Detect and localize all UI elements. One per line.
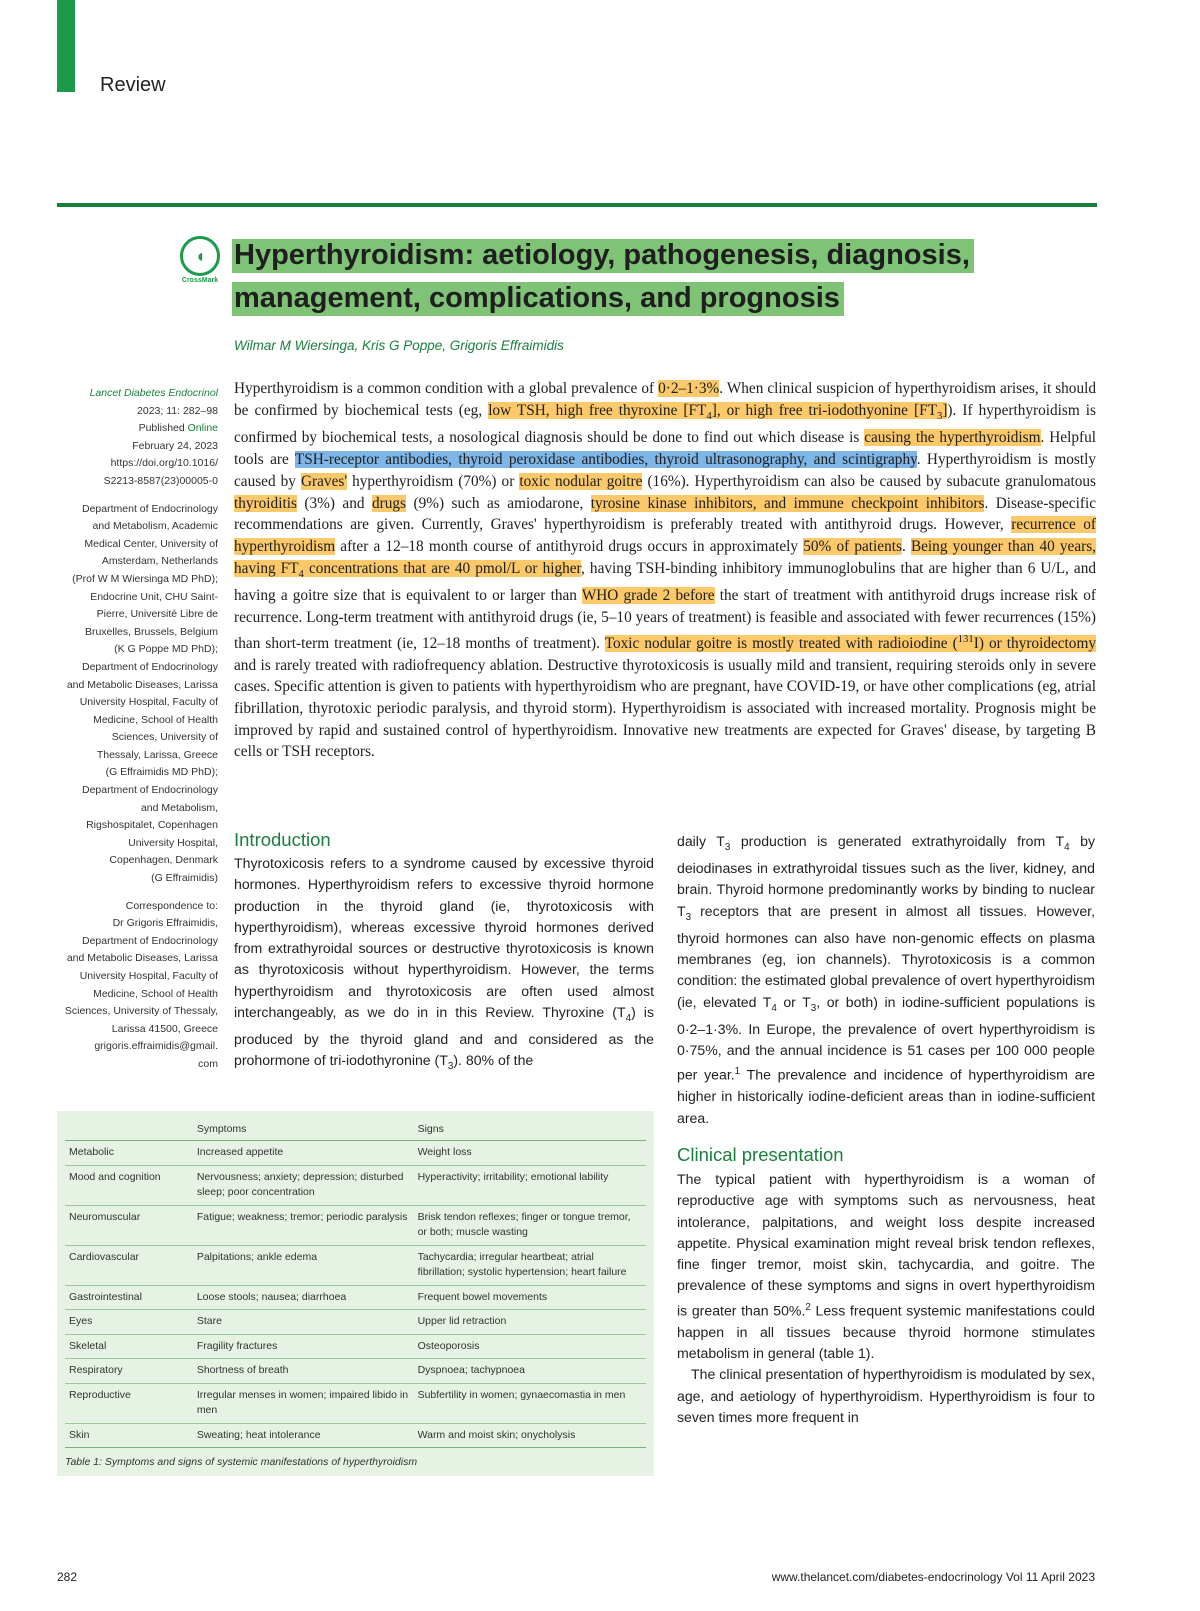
crossmark-icon[interactable]: ◖ CrossMark (178, 236, 222, 288)
table-cell: Eyes (65, 1310, 193, 1335)
section-color-bar (57, 0, 75, 92)
article-title (232, 234, 1032, 320)
correspondence-line: Larissa 41500, Greece (111, 1022, 218, 1035)
highlight-treatment: Toxic nodular goitre is mostly treated with radioiodine ($^{131}$I) or thyroidectomy (604, 632, 1097, 652)
correspondence-line: and Metabolic Diseases, Larissa (66, 952, 218, 965)
table-cell: Upper lid retraction (414, 1310, 646, 1335)
table-cell: Subfertility in women; gynaecomastia in men (414, 1383, 646, 1423)
correspondence-line: University Hospital, Faculty of (79, 970, 218, 982)
correspondence-line: Correspondence to: (125, 899, 218, 912)
table-cell: Brisk tendon reflexes; finger or tongue tremor, or both; muscle wasting (414, 1205, 646, 1245)
crossmark-label: CrossMark (181, 277, 219, 284)
clinical-presentation-heading: Clinical presentation (677, 1143, 844, 1165)
footer-journal[interactable]: www.thelancet.com/diabetes-endocrinology Vol 11 April 2023 (771, 1570, 1095, 1584)
table-row (65, 1141, 646, 1166)
affiliation-line: Medical Center, University of (84, 537, 218, 550)
table-cell: Shortness of breath (193, 1359, 414, 1384)
table-cell: Frequent bowel movements (414, 1285, 646, 1310)
table-header-row (65, 1119, 646, 1141)
table-cell: Cardiovascular (65, 1245, 193, 1285)
table-header-cell (65, 1119, 193, 1141)
highlight-inhibitors: tyrosine kinase inhibitors, and immune checkpoint inhibitors (590, 494, 985, 512)
affiliation-line: Sciences, University of (111, 731, 218, 744)
highlight-cause: causing the hyperthyroidism (864, 429, 1041, 447)
body-column-2 (677, 831, 1095, 1428)
citation: 2023; 11: 282–98 (137, 404, 218, 417)
affiliation-line: Medicine, School of Health (93, 713, 218, 726)
highlight-thyroiditis: thyroiditis (234, 494, 297, 512)
journal-name: Lancet Diabetes Endocrinol (89, 387, 218, 399)
affiliation-line: Amsterdam, Netherlands (101, 555, 218, 568)
table-cell: Hyperactivity; irritability; emotional lability (414, 1165, 646, 1205)
table-row (65, 1334, 646, 1359)
introduction-paragraph-1: Thyrotoxicosis refers to a syndrome caused by excessive thyroid hormones. Hyperthyroidism refers to excessive thyroid hormone production in the thyroid gland (ie, thyrotoxicosis with hyperthyroidism), whereas excessive thyroid hormones derived from extrathyroidal sources or destructive thyrotoxicosis is known as thyrotoxicosis without hyperthyroidism. However, the terms hyperthyroidism and thyrotoxicosis are often used almost interchangeably, as we do in in this Review. Thyroxine $(T_4)$ is produced by the thyroid gland and and considered as the prohormone of tri-iodothyronine $(T_3)$. 80% of the (234, 855, 654, 1073)
affiliation-line: and Metabolism, (140, 801, 218, 814)
affiliation-line: (K G Poppe MD PhD); (114, 643, 218, 656)
affiliation-line: Department of Endocrinology (82, 784, 218, 797)
affiliations (58, 501, 218, 888)
table-cell: Gastrointestinal (65, 1285, 193, 1310)
table-cell: Neuromuscular (65, 1205, 193, 1245)
abstract: Hyperthyroidism is a common condition with a global prevalence of 0·2–1·3%. When clinical suspicion of hyperthyroidism arises, it should be confirmed by biochemical tests (eg, low TSH, high free thyroxine $[FT_4]$, or high free tri-iodothyonine $[FT_3]$). If hyperthyroidism is confirmed by biochemical tests, a nosological diagnosis should be done to find out which disease is causing the hyperthyroidism. Helpful tools are TSH-receptor antibodies, thyroid peroxidase antibodies, thyroid ultrasonography, and scintigraphy. Hyperthyroidism is mostly caused by Graves' hyperthyroidism (70%) or toxic nodular goitre (16%). Hyperthyroidism can also be caused by subacute granulomatous thyroiditis (3%) and drugs (9%) such as amiodarone, tyrosine kinase inhibitors, and immune checkpoint inhibitors. Disease-specific recommendations are given. Currently, Graves' hyperthyroidism is preferably treated with antithyroid drugs. However, recurrence of hyperthyroidism after a 12–18 month course of antithyroid drugs occurs in approximately 50% of patients. Being younger than 40 years, having $FT_4$ concentrations that are 40 pmol/L or higher, having TSH-binding inhibitory immunoglobulins that are higher than 6 U/L, and having a goitre size that is equivalent to or larger than WHO grade 2 before the start of treatment with antithyroid drugs increase risk of recurrence. Long-term treatment with antithyroid drugs (ie, 5–10 years of treatment) is feasible and associated with fewer recurrences (15%) than short-term treatment (ie, 12–18 months of treatment). Toxic nodular goitre is mostly treated with radioiodine ($^{131}$I) or thyroidectomy and is rarely treated with radiofrequency ablation. Destructive thyrotoxicosis is usually mild and transient, requiring steroids only in severe cases. Specific attention is given to patients with hyperthyroidism who are pregnant, have COVID-19, or have other complications (eg, atrial fibrillation, thyrotoxic periodic paralysis, and thyroid storm). Hyperthyroidism is associated with increased mortality. Prognosis might be improved by rapid and sustained control of hyperthyroidism. Innovative new treatments are expected for Graves' disease, by targeting B cells or TSH receptors. (234, 380, 1097, 761)
affiliation-line: and Metabolism, Academic (92, 520, 218, 533)
table-row (65, 1383, 646, 1423)
table-row (65, 1359, 646, 1384)
highlight-drugs: drugs (372, 494, 406, 512)
affiliation-line: Endocrine Unit, CHU Saint- (90, 590, 218, 603)
table-row (65, 1310, 646, 1335)
symptoms-signs-table (65, 1119, 646, 1448)
table-row (65, 1205, 646, 1245)
table-cell: Skeletal (65, 1334, 193, 1359)
table-cell: Osteoporosis (414, 1334, 646, 1359)
affiliation-line: (Prof W M Wiersinga MD PhD); (72, 572, 218, 585)
section-label: Review (100, 74, 166, 96)
affiliation-line: Department of Endocrinology (82, 660, 218, 673)
table-cell: Nervousness; anxiety; depression; disturbed sleep; poor concentration (193, 1165, 414, 1205)
header-rule (57, 203, 1097, 207)
table-cell: Increased appetite (193, 1141, 414, 1166)
affiliation-line: University Hospital, Faculty of (79, 696, 218, 709)
affiliation-line: Pierre, Université Libre de (96, 608, 218, 621)
highlight-toxic-nodular-goitre: toxic nodular goitre (519, 472, 643, 490)
published-date: February 24, 2023 (132, 439, 218, 452)
affiliation-line: Rigshospitalet, Copenhagen (86, 819, 218, 832)
table-cell: Palpitations; ankle edema (193, 1245, 414, 1285)
table-cell: Irregular menses in women; impaired libido in men (193, 1383, 414, 1423)
table-cell: Stare (193, 1310, 414, 1335)
table-cell: Warm and moist skin; onycholysis (414, 1423, 646, 1448)
table-row (65, 1245, 646, 1285)
title-line-2: management, complications, and prognosis (232, 282, 844, 316)
table-cell: Metabolic (65, 1141, 193, 1166)
published-line (58, 420, 218, 438)
affiliation-line: (G Effraimidis MD PhD); (105, 766, 218, 779)
clinical-paragraph-1: The typical patient with hyperthyroidism is a woman of reproductive age with symptoms such as nervousness, heat intolerance, palpitations, and weight loss despite increased appetite. Physical examination might reveal brisk tendon reflexes, fine finger tremor, moist skin, tachycardia, and goitre. The prevalence of these symptoms and signs in overt hyperthyroidism is greater than 50%.$^2$ Less frequent systemic manifestations could happen in all tissues because thyroid hormone stimulates metabolism in general (table 1). (677, 1170, 1095, 1362)
table-header-cell: Symptoms (193, 1119, 414, 1141)
published-online-link[interactable]: Online (187, 422, 218, 435)
affiliation-line: Thessaly, Larissa, Greece (96, 748, 218, 761)
author-list: Wilmar M Wiersinga, Kris G Poppe, Grigoris Effraimidis (234, 338, 564, 353)
introduction-heading: Introduction (234, 829, 331, 850)
affiliation-line: and Metabolic Diseases, Larissa (66, 678, 218, 691)
correspondence-line: Sciences, University of Thessaly, (64, 1005, 218, 1018)
table-cell: Weight loss (414, 1141, 646, 1166)
highlight-graves: Graves' (301, 472, 348, 490)
doi-link-line-1[interactable]: https://doi.org/10.1016/ (110, 457, 218, 470)
table-row (65, 1285, 646, 1310)
table-1 (57, 1111, 654, 1476)
affiliation-line: University Hospital, (128, 836, 218, 849)
table-cell: Fragility fractures (193, 1334, 414, 1359)
highlight-recurrence: recurrence of hyperthyroidism (234, 516, 1097, 555)
highlight-fifty-percent: 50% of patients (803, 537, 902, 555)
affiliation-line: Department of Endocrinology (82, 502, 218, 515)
correspondence-line: Dr Grigoris Effraimidis, (112, 917, 218, 930)
correspondence-line: com (198, 1057, 218, 1070)
table-cell: Mood and cognition (65, 1165, 193, 1205)
title-line-1: Hyperthyroidism: aetiology, pathogenesis, diagnosis, (232, 239, 974, 273)
table-cell: Tachycardia; irregular heartbeat; atrial fibrillation; systolic hypertension; heart failure (414, 1245, 646, 1285)
table-cell: Reproductive (65, 1383, 193, 1423)
table-cell: Skin (65, 1423, 193, 1448)
article-sidebar (58, 385, 218, 1074)
affiliation-line: (G Effraimidis) (151, 872, 218, 885)
highlight-risk-factors: Being younger than 40 years, having $FT_4$ concentrations that are 40 pmol/L or higher (234, 537, 1096, 580)
affiliation-line: Bruxelles, Brussels, Belgium (84, 625, 218, 638)
highlight-diagnostic-tools: TSH-receptor antibodies, thyroid peroxidase antibodies, thyroid ultrasonography, and scintigraphy (294, 451, 917, 469)
table-cell: Respiratory (65, 1359, 193, 1384)
table-row (65, 1165, 646, 1205)
highlight-prevalence: 0·2–1·3% (658, 380, 720, 397)
affiliation-line: Copenhagen, Denmark (109, 854, 218, 867)
introduction-column-1 (234, 853, 654, 1078)
table-caption: Table 1: Symptoms and signs of systemic manifestations of hyperthyroidism (65, 1456, 418, 1468)
highlight-who-grade: WHO grade 2 before (581, 587, 715, 605)
table-cell: Dyspnoea; tachypnoea (414, 1359, 646, 1384)
highlight-biochemical-tests: low TSH, high free thyroxine $[FT_4]$, or high free tri-iodothyonine $[FT_3]$ (488, 401, 948, 422)
correspondence-line: Department of Endocrinology (82, 934, 218, 947)
table-row (65, 1423, 646, 1448)
page-number: 282 (57, 1570, 78, 1584)
introduction-paragraph-2: daily $T_3$ production is generated extrathyroidally from $T_4$ by deiodinases in extrathyroidal tissues such as the liver, kidney, and brain. Thyroid hormone predominantly works by binding to nuclear $T_3$ receptors that are present in almost all tissues. However, thyroid hormones can also have non-genomic effects on plasma membranes (eg, ion channels). Thyrotoxicosis is a common condition: the estimated global prevalence of overt hyperthyroidism (ie, elevated $T_4$ or $T_3$, or both) in iodine-sufficient populations is 0·2–1·3%. In Europe, the prevalence of overt hyperthyroidism is 0·75%, and the annual incidence is 51 cases per 100 000 people per year.$^1$ The prevalence and incidence of hyperthyroidism are higher in historically iodine-deficient areas than in iodine-sufficient area. (677, 833, 1096, 1126)
table-cell: Fatigue; weakness; tremor; periodic paralysis (193, 1205, 414, 1245)
correspondence (58, 898, 218, 1074)
correspondence-line: grigoris.effraimidis@gmail. (94, 1040, 218, 1053)
table-header-cell: Signs (414, 1119, 646, 1141)
published-label: Published (138, 422, 185, 435)
table-cell: Loose stools; nausea; diarrhoea (193, 1285, 414, 1310)
doi-link-line-2[interactable]: S2213-8587(23)00005-0 (103, 474, 218, 487)
correspondence-line: Medicine, School of Health (93, 987, 218, 1000)
table-cell: Sweating; heat intolerance (193, 1423, 414, 1448)
table-body (65, 1141, 646, 1448)
clinical-paragraph-2: The clinical presentation of hyperthyroidism is modulated by sex, age, and aetiology of hyperthyroidism. Hyperthyroidism is four to seven times more frequent in (677, 1366, 1095, 1425)
